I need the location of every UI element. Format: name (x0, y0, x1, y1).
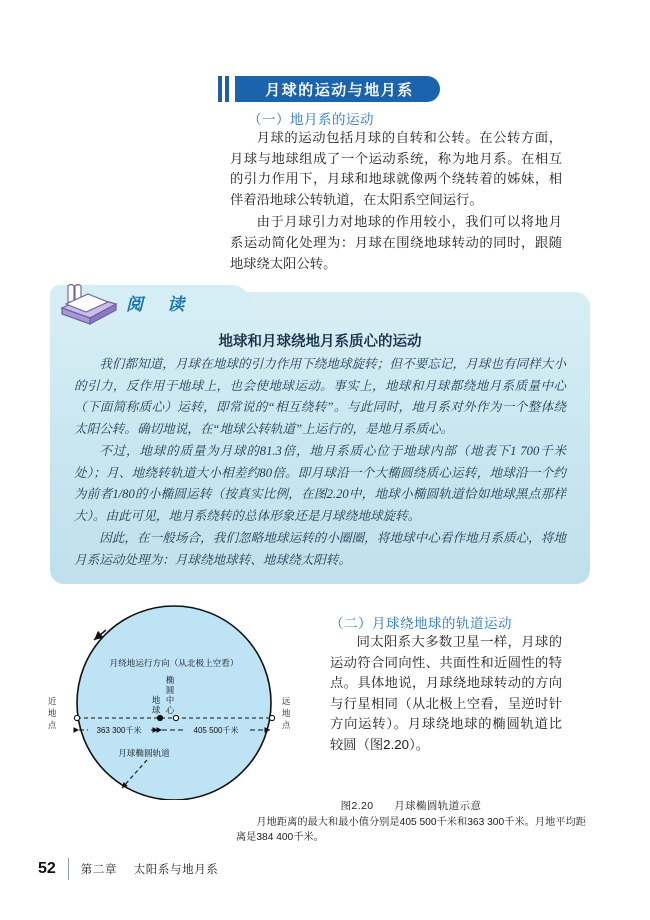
paragraph: 由于月球引力对地球的作用较小，我们可以将地月系运动简化处理为：月球在围绕地球转动的同时，跟随地球绕太阳公转。 (230, 214, 562, 271)
figure-direction-label: 月绕地运行方向（从北极上空看） (109, 658, 239, 668)
perigee-marker (74, 715, 79, 720)
section-heading-one: （一）地月系的运动 (248, 112, 374, 127)
apogee-marker (269, 715, 274, 720)
footer-divider (68, 858, 69, 880)
section-heading-two: （二）月球绕地球的轨道运动 (330, 616, 512, 631)
right-body-column (330, 632, 562, 758)
reading-paragraph: 因此，在一般场合，我们忽略地球运转的小圈圈，将地球中心看作地月系质心，将地月系运动处理为：月球绕地球转、地球绕太阳转。 (74, 531, 566, 567)
figure-moon-elliptical-orbit (34, 600, 316, 800)
reading-box-body (74, 354, 566, 572)
reading-paragraph: 我们都知道，月球在地球的引力作用下绕地球旋转；但不要忘记，月球也有同样大小的引力，反作用于地球上，也会使地球运动。事实上，地球和月球都绕地月系质量中心（下面简称质心）运转，即常说的“相互绕转”。与此同时，地月系对外作为一个整体绕太阳公转。确切地说，在“地球公转轨道”上运行的，是地月系质心。 (74, 357, 566, 436)
reading-box (50, 292, 590, 584)
paragraph: 同太阳系大多数卫星一样，月球的运动符合同向性、共面性和近圆性的特点。具体地说，月球绕地球转动的方向与行星相同（从北极上空看，呈逆时针方向运转）。月球绕地球的椭圆轨道比较圆（图2.20）。 (330, 634, 562, 752)
main-body-column (230, 128, 562, 276)
figure-left-distance: 363 300千米 (96, 726, 142, 735)
reading-box-label: 阅 读 (126, 295, 195, 314)
svg-text:球: 球 (151, 705, 161, 715)
page-title-banner (218, 76, 440, 102)
page-title: 月球的运动与地月系 (235, 76, 440, 102)
figure-earth-label: 地 (151, 695, 161, 705)
svg-text:圆: 圆 (165, 685, 175, 695)
figure-right-distance: 405 500千米 (193, 726, 239, 735)
ellipse-center-marker (173, 715, 178, 720)
caption-title: 月球椭圆轨道示意 (394, 800, 482, 812)
figure-ellipse-center-label: 椭 (165, 675, 175, 685)
figure-orbit-label: 月球椭圆轨道 (118, 748, 170, 758)
figure-perigee-label: 近 (48, 696, 57, 706)
footer-chapter-title: 太阳系与地月系 (133, 864, 219, 876)
svg-text:点: 点 (48, 720, 57, 730)
figure-caption (236, 798, 586, 845)
open-book-icon (58, 280, 120, 328)
footer-chapter-number: 第二章 (80, 864, 118, 876)
paragraph: 月球的运动包括月球的自转和公转。在公转方面，月球与地球组成了一个运动系统，称为地月系。在相互的引力作用下，月球和地球就像两个绕转着的姊妹，相伴着沿地球公转轨道，在太阳系空间运行。 (230, 130, 562, 207)
caption-number: 图2.20 (340, 800, 374, 812)
reading-box-title: 地球和月球绕地月系质心的运动 (218, 334, 422, 350)
reading-paragraph: 不过，地球的质量为月球的81.3倍，地月系质心位于地球内部（地表下1 700千米处）；月、地绕转轨道大小相差约80倍。即月球沿一个大椭圆绕质心运转，地球沿一个约为前者1/80的小椭圆运转（按真实比例，在图2.20中，地球小椭圆轨道恰如地球黑点那样大）。由此可见，地月系绕转的总体形象还是月球绕地球旋转。 (74, 444, 566, 523)
caption-body: 月地距离的最大和最小值分别是405 500千米和363 300千米。月地平均距离是384 400千米。 (236, 817, 586, 843)
title-accent-bars (218, 76, 235, 102)
page-number: 52 (38, 860, 56, 877)
svg-text:点: 点 (282, 720, 291, 730)
svg-text:心: 心 (165, 705, 175, 715)
svg-text:中: 中 (165, 695, 175, 705)
figure-apogee-label: 远 (282, 696, 291, 706)
svg-text:地: 地 (282, 708, 291, 718)
earth-marker (157, 715, 163, 721)
footer-chapter (81, 861, 219, 877)
page-footer (38, 858, 218, 880)
svg-text:地: 地 (48, 708, 57, 718)
